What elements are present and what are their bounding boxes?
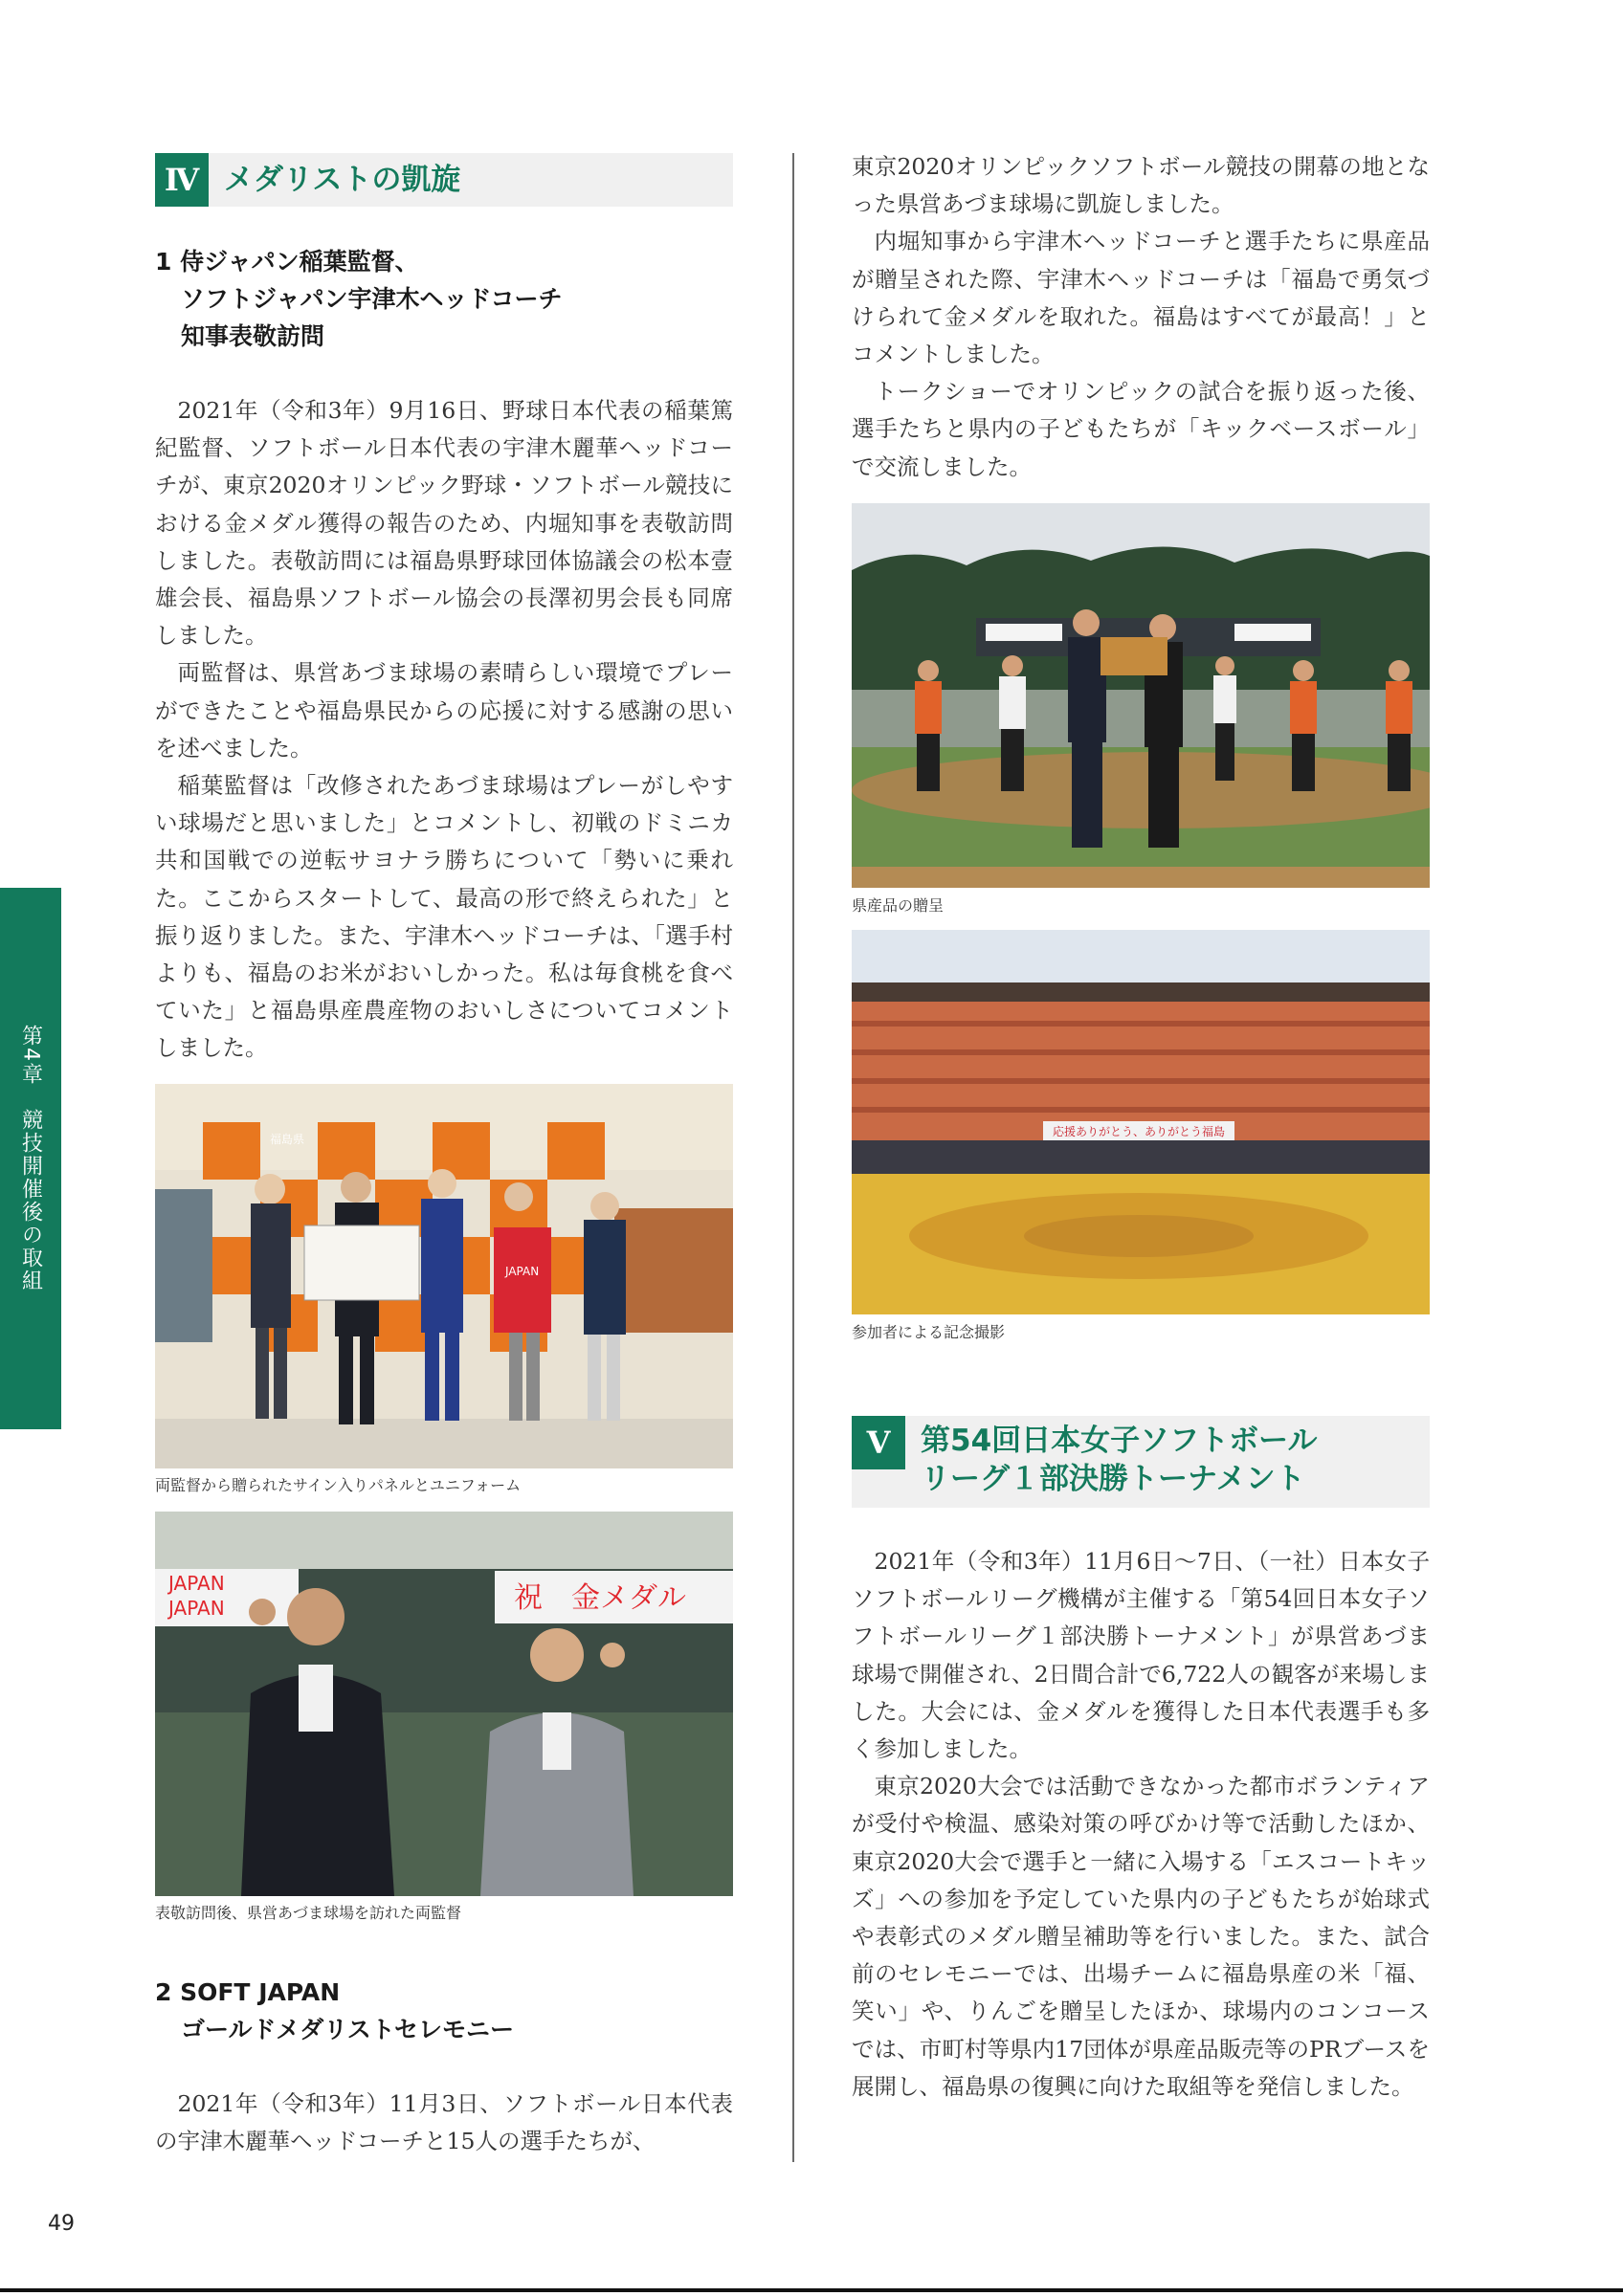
subsection2-body-cont bbox=[852, 148, 1430, 486]
subsection2-line1: 2 SOFT JAPAN bbox=[155, 1978, 341, 2006]
paragraph: 東京2020オリンピックソフトボール競技の開幕の地となった県営あづま球場に凱旋しました。 bbox=[852, 153, 1430, 218]
paragraph: 東京2020大会では活動できなかった都市ボランティアが受付や検温、感染対策の呼びかけ等で活動したほか、東京2020大会で選手と一緒に入場する「エスコートキッズ」への参加を予定していた県内の子どもたちが始球式や表彰式のメダル贈呈補助等を行いました。また、試合前のセレモニーでは、出場チームに福島県産の米「福、笑い」や、りんごを贈呈したほか、球場内のコンコースでは、市町村等県内17団体が県産品販売等のPRブースを展開し、福島県の復興に向けた取組等を発信しました。 bbox=[852, 1773, 1430, 2100]
subsection2-line2: ゴールドメダリストセレモニー bbox=[181, 2016, 515, 2043]
section5-title-line1: 第54回日本女子ソフトボール bbox=[921, 1424, 1318, 1458]
section4-heading bbox=[155, 153, 733, 207]
photo-courtesy-visit bbox=[155, 1084, 733, 1468]
photo2-board-left-1: JAPAN bbox=[168, 1572, 225, 1595]
section4-title: メダリストの凱旋 bbox=[224, 163, 461, 197]
subsection2-heading bbox=[155, 1974, 739, 2048]
column-divider bbox=[792, 153, 794, 2162]
photo-managers-stadium bbox=[155, 1512, 733, 1896]
photo4-caption: 参加者による記念撮影 bbox=[852, 1323, 1006, 1341]
section5-heading bbox=[852, 1416, 1430, 1508]
photo4-banner-text: 応援ありがとう、ありがとう福島 bbox=[1053, 1125, 1226, 1138]
paragraph: 2021年（令和3年）9月16日、野球日本代表の稲葉篤紀監督、ソフトボール日本代表の宇津木麗華ヘッドコーチが、東京2020オリンピック野球・ソフトボール競技における金メダル獲得の報告のため、内堀知事を表敬訪問しました。表敬訪問には福島県野球団体協議会の松本壹雄会長、福島県ソフトボール協会の長澤初男会長も同席しました。 bbox=[155, 397, 733, 650]
section5-body bbox=[852, 1543, 1430, 2106]
chapter-side-tab bbox=[0, 888, 61, 1429]
photo-group-commemorative bbox=[852, 930, 1430, 1314]
photo3-caption: 県産品の贈呈 bbox=[852, 896, 945, 915]
paragraph: トークショーでオリンピックの試合を振り返った後、選手たちと県内の子どもたちが「キックベースボール」で交流しました。 bbox=[852, 378, 1430, 480]
bottom-rule bbox=[0, 2288, 1623, 2292]
subsection1-heading bbox=[155, 243, 739, 355]
page-number: 49 bbox=[48, 2212, 75, 2236]
photo-product-presentation bbox=[852, 503, 1430, 888]
paragraph: 内堀知事から宇津木ヘッドコーチと選手たちに県産品が贈呈された際、宇津木ヘッドコーチは「福島で勇気づけられて金メダルを取れた。福島はすべてが最高！」とコメントしました。 bbox=[852, 228, 1430, 368]
subsection1-line1: 1 侍ジャパン稲葉監督、 bbox=[155, 248, 419, 276]
section5-title-line2: リーグ１部決勝トーナメント bbox=[921, 1462, 1305, 1496]
subsection1-line2: ソフトジャパン宇津木ヘッドコーチ bbox=[181, 285, 563, 313]
paragraph: 2021年（令和3年）11月3日、ソフトボール日本代表の宇津木麗華ヘッドコーチと15人の選手たちが、 bbox=[155, 2090, 733, 2155]
paragraph: 両監督は、県営あづま球場の素晴らしい環境でプレーができたことや福島県民からの応援に対する感謝の思いを述べました。 bbox=[155, 659, 733, 762]
paragraph: 稲葉監督は「改修されたあづま球場はプレーがしやすい球場だと思いました」とコメントし、初戦のドミニカ共和国戦での逆転サヨナラ勝ちについて「勢いに乗れた。ここからスタートして、最高の形で終えられた」と振り返りました。また、宇津木ヘッドコーチは、「選手村よりも、福島のお米がおいしかった。私は毎食桃を食べていた」と福島県産農産物のおいしさについてコメントしました。 bbox=[155, 772, 733, 1062]
subsection1-body bbox=[155, 392, 733, 1068]
photo1-caption: 両監督から贈られたサイン入りパネルとユニフォーム bbox=[155, 1476, 522, 1494]
subsection1-line3: 知事表敬訪問 bbox=[181, 322, 325, 350]
subsection2-body-start bbox=[155, 2086, 733, 2160]
section5-number: Ⅴ bbox=[852, 1416, 905, 1469]
photo2-caption: 表敬訪問後、県営あづま球場を訪れた両監督 bbox=[155, 1904, 462, 1922]
photo1-jersey-text: JAPAN bbox=[505, 1265, 540, 1278]
chapter-side-tab-label: 第4章 競技開催後の取組 bbox=[18, 1025, 43, 1292]
section5-title bbox=[921, 1416, 1318, 1498]
photo2-board-left-2: JAPAN bbox=[168, 1597, 225, 1620]
paragraph: 2021年（令和3年）11月6日～7日、（一社）日本女子ソフトボールリーグ機構が主催する「第54回日本女子ソフトボールリーグ１部決勝トーナメント」が県営あづま球場で開催され、2日間合計で6,722人の観客が来場しました。大会には、金メダルを獲得した日本代表選手も多く参加しました。 bbox=[852, 1548, 1430, 1763]
photo2-board-right: 祝 金メダル bbox=[514, 1581, 686, 1615]
section4-number: Ⅳ bbox=[155, 153, 209, 207]
photo1-banner-text: 福島県 bbox=[270, 1133, 305, 1146]
